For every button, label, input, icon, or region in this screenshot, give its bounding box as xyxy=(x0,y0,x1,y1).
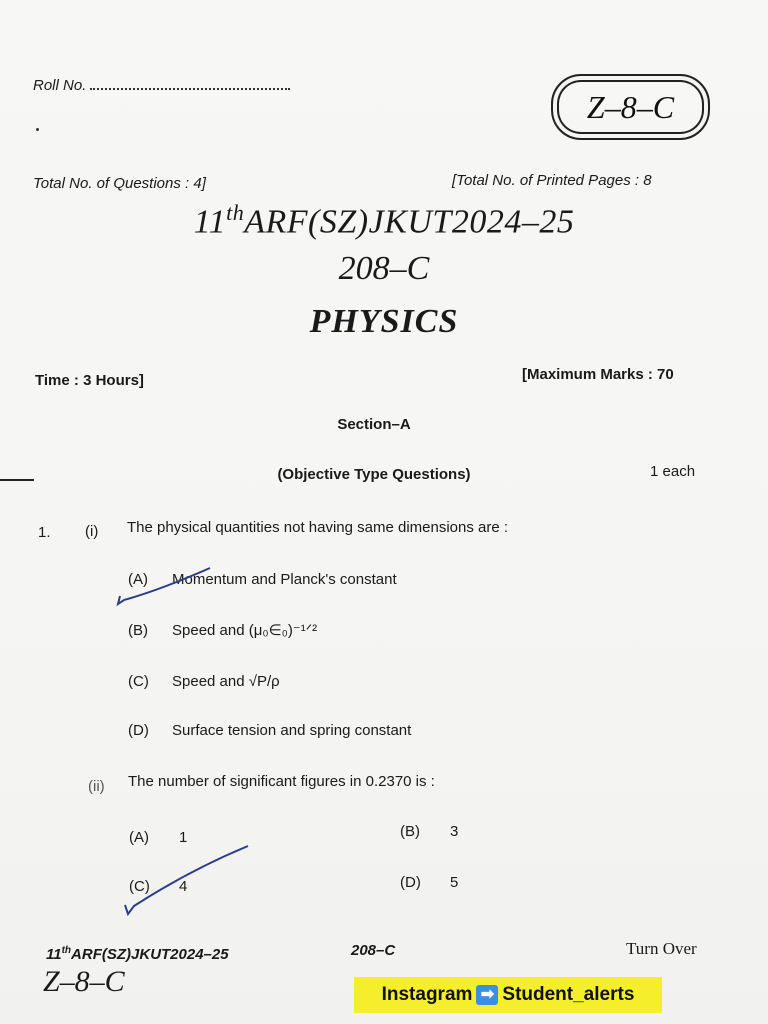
option-text: 3 xyxy=(450,823,459,840)
sub-question-label: (ii) xyxy=(88,778,105,795)
option-text: 5 xyxy=(450,874,459,891)
option-text: Momentum and Planck's constant xyxy=(172,571,397,588)
promo-banner xyxy=(354,977,662,1013)
subject-name: PHYSICS xyxy=(309,303,459,340)
marks-each: 1 each xyxy=(650,463,696,480)
total-pages: [Total No. of Printed Pages : 8 xyxy=(452,172,652,189)
footer-code-sup: th xyxy=(61,945,72,956)
footer-code-prefix: 11 xyxy=(46,946,62,963)
option-text: Speed and (μ₀∈₀)⁻¹ᐟ² xyxy=(172,622,318,639)
option-text: 1 xyxy=(179,829,188,846)
option-label: (D) xyxy=(400,874,421,891)
option-text: Speed and √P/ρ xyxy=(172,673,280,690)
promo-text-left: Instagram xyxy=(381,984,473,1005)
question-text: The number of significant figures in 0.2370 is : xyxy=(128,773,435,790)
question-text: The physical quantities not having same dimensions are : xyxy=(127,519,509,536)
turn-over-label: Turn Over xyxy=(626,939,697,958)
total-questions: Total No. of Questions : 4] xyxy=(33,175,206,192)
tick-mark-icon xyxy=(118,568,210,604)
subject-code: 208–C xyxy=(338,250,430,287)
roll-label: Roll No. xyxy=(33,77,87,94)
option-label: (C) xyxy=(128,673,149,690)
promo-text-right: Student_alerts xyxy=(502,984,635,1005)
option-label: (A) xyxy=(129,829,149,846)
option-label: (A) xyxy=(128,571,148,588)
option-label: (B) xyxy=(128,622,148,639)
title-rest: ARF(SZ)JKUT2024–25 xyxy=(244,203,575,241)
option-label: (D) xyxy=(128,722,149,739)
footer-subject-code: 208–C xyxy=(351,942,396,959)
title-prefix: 11 xyxy=(193,203,227,241)
maximum-marks: [Maximum Marks : 70 xyxy=(522,366,674,383)
paper-code: Z–8–C xyxy=(586,88,675,125)
section-title: Section–A xyxy=(337,416,411,433)
tick-mark-icon xyxy=(125,846,248,914)
time-allowed: Time : 3 Hours] xyxy=(35,372,144,389)
footer-exam-code xyxy=(46,945,229,963)
option-text: Surface tension and spring constant xyxy=(172,722,412,739)
question-number: 1. xyxy=(38,524,51,541)
option-text: 4 xyxy=(179,878,188,895)
footer-paper-code: Z–8–C xyxy=(43,965,125,998)
section-subtitle: (Objective Type Questions) xyxy=(277,466,471,483)
footer-code-rest: ARF(SZ)JKUT2024–25 xyxy=(71,946,229,963)
title-sup: th xyxy=(226,200,245,225)
sub-question-label: (i) xyxy=(85,523,99,540)
option-label: (C) xyxy=(129,878,150,895)
option-label: (B) xyxy=(400,823,420,840)
arrow-right-icon: ➡ xyxy=(476,985,498,1005)
